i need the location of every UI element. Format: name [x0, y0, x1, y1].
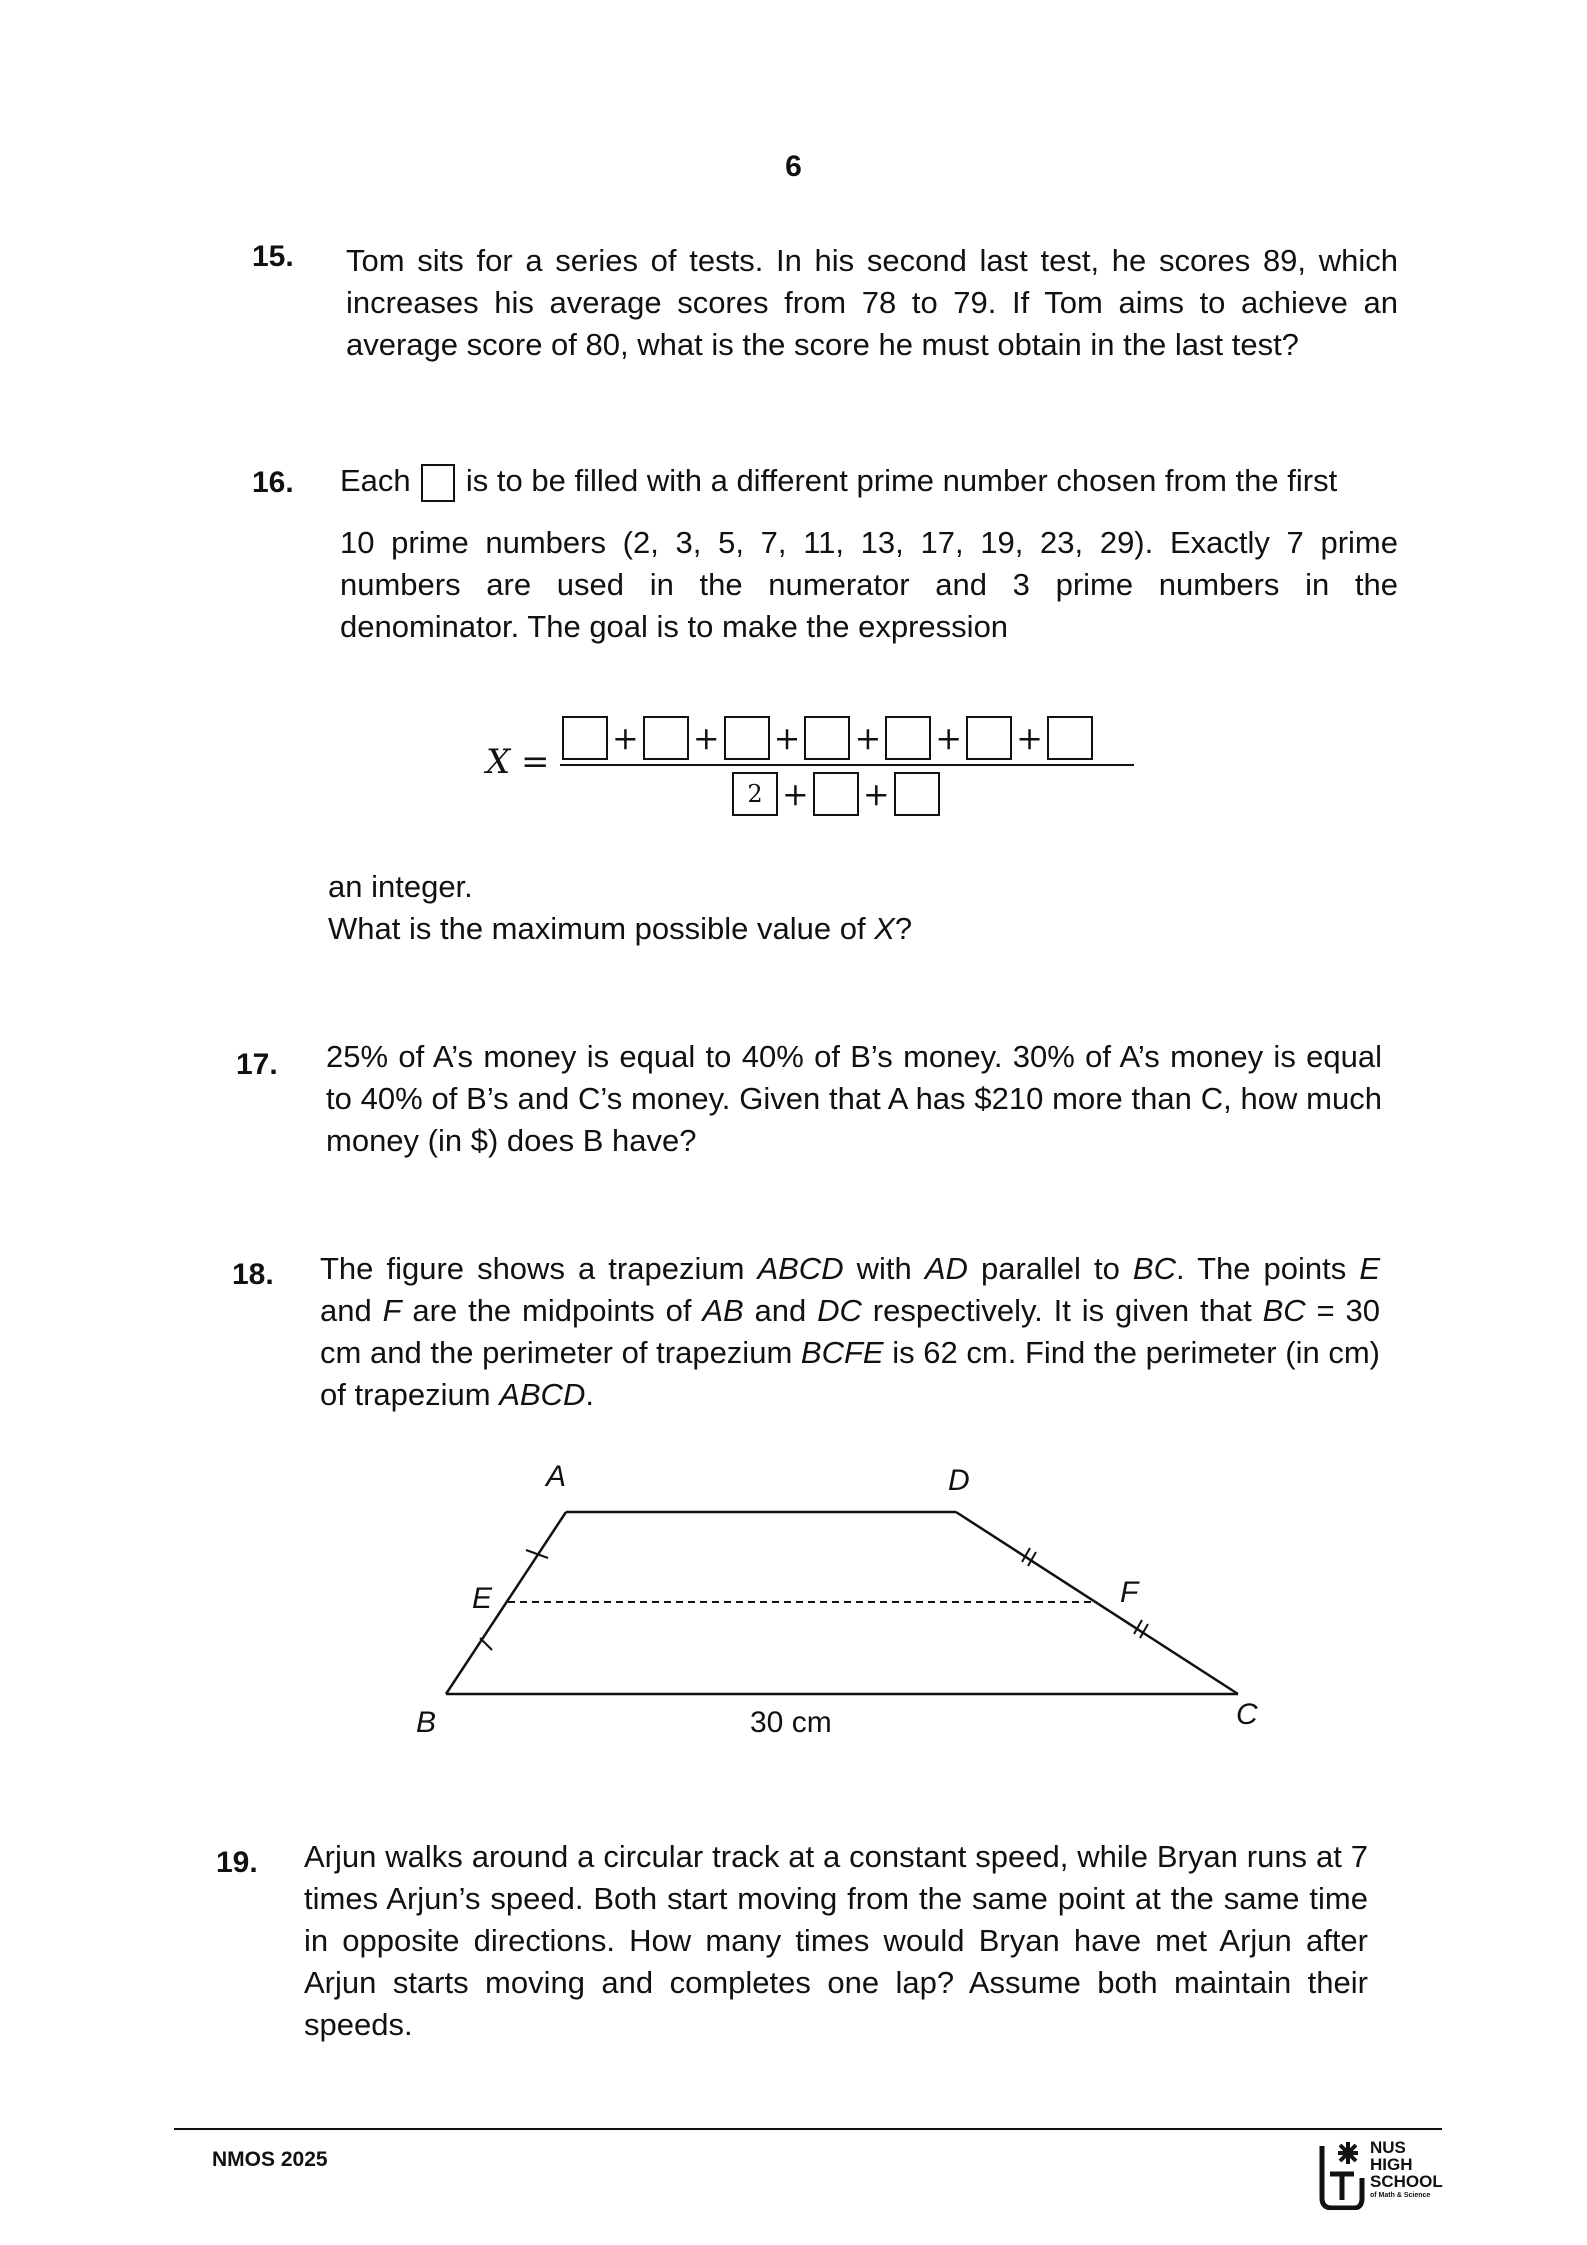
q18-body	[320, 1248, 1380, 1416]
q16-body: 10 prime numbers (2, 3, 5, 7, 11, 13, 17, 19, 23, 29). Exactly 7 prime numbers are used in the numerator and 3 prime numbers in the denominator. The goal is to make the expression	[340, 525, 1398, 644]
logo-line-4: of Math & Science	[1370, 2192, 1431, 2199]
numerator-box-5	[885, 716, 931, 760]
q17-number: 17.	[236, 1048, 278, 1081]
label-c: C	[1236, 1698, 1258, 1731]
numerator-box-3	[724, 716, 770, 760]
q18-bc: BC	[1132, 1251, 1176, 1286]
trapezium-figure	[400, 1450, 1280, 1750]
plus-sign: +	[854, 719, 882, 757]
numerator-box-2	[643, 716, 689, 760]
q18-frag: = 30 cm and the perimeter of trapezium	[320, 1293, 1380, 1370]
q17-text	[326, 1036, 1382, 1162]
q18-frag: and	[320, 1293, 383, 1328]
q16-after-suffix: ?	[894, 911, 913, 946]
q18-bc-eq: BC	[1262, 1293, 1306, 1328]
denominator-box-1: 2	[732, 772, 778, 816]
q18-frag: respectively. It is given that	[861, 1293, 1263, 1328]
plus-sign: +	[862, 775, 890, 813]
fraction-denominator	[732, 772, 940, 816]
q16-after-prefix: What is the maximum possible value of	[328, 911, 875, 946]
plus-sign: +	[1016, 719, 1043, 757]
footer-rule	[174, 2128, 1442, 2130]
q18-frag: . The points	[1175, 1251, 1360, 1286]
denominator-box-3	[894, 772, 940, 816]
q16-line1	[340, 460, 1398, 502]
q18-e: E	[1359, 1251, 1381, 1286]
label-b: B	[416, 1706, 437, 1739]
plus-sign: +	[612, 719, 639, 757]
numerator-box-4	[804, 716, 850, 760]
q15-text	[346, 240, 1398, 366]
logo-line-1: NUS	[1370, 2138, 1406, 2157]
fraction-numerator	[562, 716, 1093, 760]
q15-body: Tom sits for a series of tests. In his second last test, he scores 89, which increases his average scores from 78 to 79. If Tom aims to achieve an average score of 80, what is the score he must obtain in the last test?	[346, 243, 1398, 362]
q18-frag: .	[585, 1377, 594, 1412]
q18-ab: AB	[702, 1293, 744, 1328]
plus-sign: +	[782, 775, 809, 813]
q15-number: 15.	[252, 240, 294, 273]
plus-sign: +	[692, 719, 720, 757]
q16-each: Each	[340, 463, 411, 498]
q18-frag: is 62 cm. Find the perimeter (in cm) of trapezium	[320, 1335, 1380, 1412]
label-e: E	[472, 1582, 493, 1615]
q18-frag: and	[743, 1293, 818, 1328]
q18-frag: The figure shows a trapezium	[320, 1251, 758, 1286]
label-a: A	[546, 1460, 567, 1493]
q18-abcd-2: ABCD	[499, 1377, 586, 1412]
q19-text	[304, 1836, 1368, 2046]
q16-text	[340, 522, 1398, 648]
q19-body: Arjun walks around a circular track at a constant speed, while Bryan runs at 7 times Arjun’s speed. Both start moving from the same point at the same time in opposite directions. How many times would Bryan have met Arjun after Arjun starts moving and completes one lap? Assume both maintain their speeds.	[304, 1839, 1368, 2042]
q18-text	[320, 1248, 1380, 1416]
q18-frag: with	[843, 1251, 925, 1286]
q16-after-1: an integer.	[328, 869, 473, 904]
q16-line1-rest: is to be filled with a different prime number chosen from the first	[465, 463, 1338, 498]
numerator-box-6	[966, 716, 1012, 760]
school-logo	[1318, 2138, 1458, 2212]
q16-after-2	[328, 908, 1386, 950]
label-d: D	[948, 1464, 970, 1497]
q18-f: F	[382, 1293, 402, 1328]
q16-number: 16.	[252, 466, 294, 499]
x-equals-label: X =	[486, 742, 550, 782]
plus-sign: +	[935, 719, 963, 757]
numerator-box-1	[562, 716, 608, 760]
q18-number: 18.	[232, 1258, 274, 1291]
logo-line-3: SCHOOL	[1370, 2172, 1443, 2191]
denominator-box-2	[813, 772, 859, 816]
q18-frag: parallel to	[967, 1251, 1133, 1286]
q18-bcfe: BCFE	[800, 1335, 884, 1370]
fraction-bar	[560, 764, 1134, 766]
footer-exam-label: NMOS 2025	[212, 2148, 328, 2171]
numerator-box-7	[1047, 716, 1093, 760]
plus-sign: +	[773, 719, 801, 757]
q16-after-var: X	[874, 911, 895, 946]
prime-placeholder-box	[421, 464, 455, 502]
tick-ab-lower	[480, 1638, 492, 1650]
q19-number: 19.	[216, 1846, 258, 1879]
label-f: F	[1120, 1576, 1139, 1609]
logo-mark-icon	[1318, 2138, 1366, 2210]
q18-abcd: ABCD	[757, 1251, 844, 1286]
q17-body: 25% of A’s money is equal to 40% of B’s money. 30% of A’s money is equal to 40% of B’s and C’s money. Given that A has $210 more than C, how much money (in $) does B have?	[326, 1039, 1382, 1158]
q18-frag: are the midpoints of	[401, 1293, 703, 1328]
q18-ad: AD	[924, 1251, 968, 1286]
page-number: 6	[785, 150, 802, 183]
label-bc-length: 30 cm	[750, 1706, 832, 1739]
logo-line-2: HIGH	[1370, 2155, 1413, 2174]
q18-dc: DC	[817, 1293, 862, 1328]
